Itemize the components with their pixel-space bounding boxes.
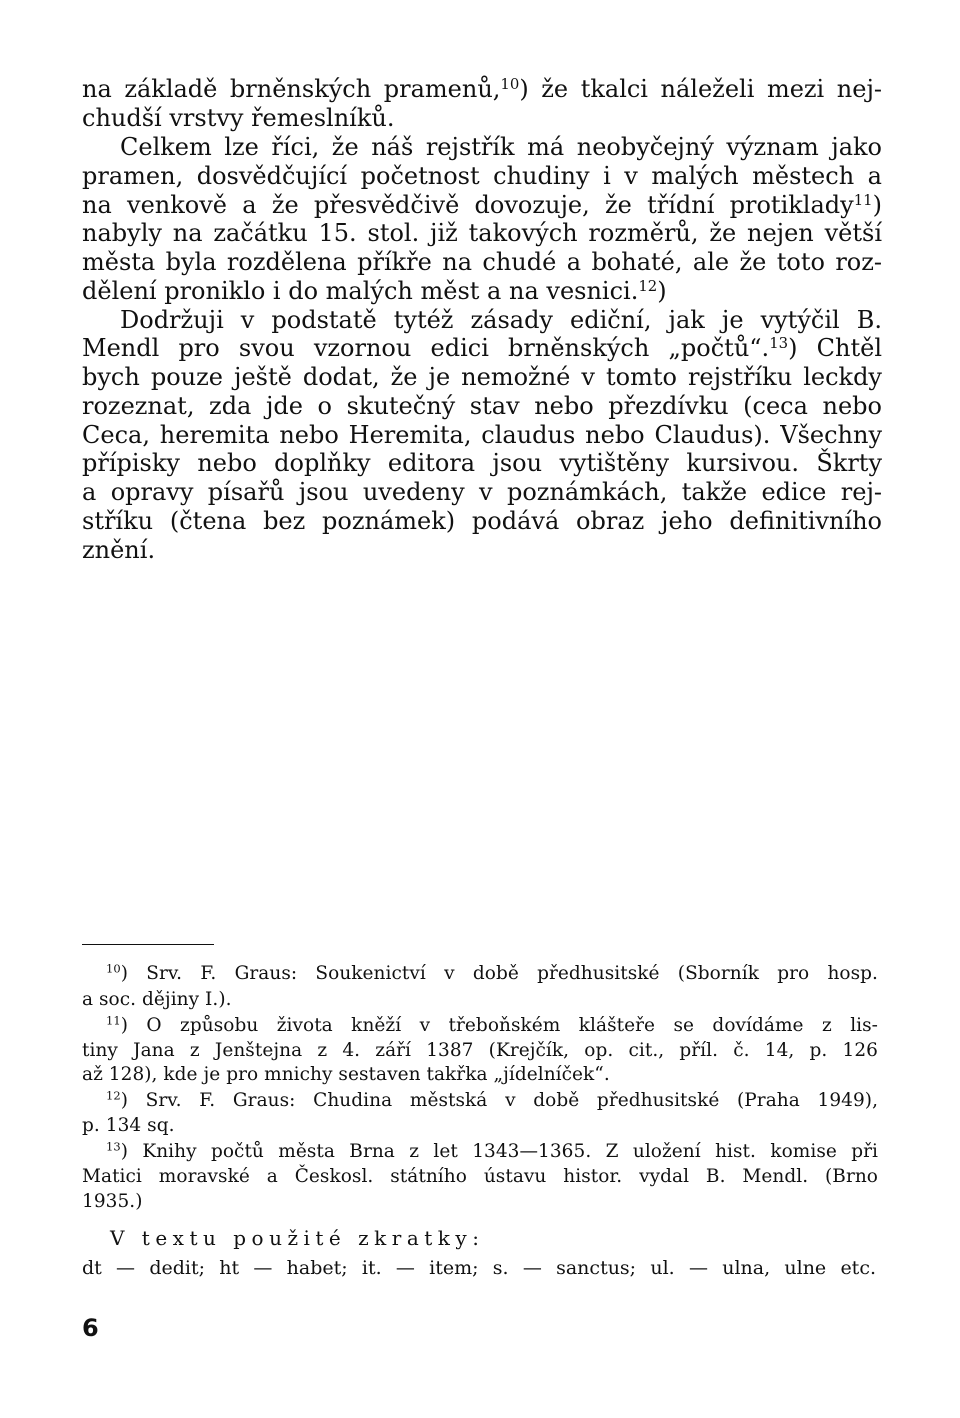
body-line: na základě brněnských pramenů,$^{10}$) že tkalci náleželi mezi nej-	[82, 74, 882, 103]
footnote-line: 1935.)	[82, 1191, 143, 1212]
body-line: Celkem lze říci, že náš rejstřík má neobyčejný význam jako	[120, 133, 882, 161]
page-number: 6	[82, 1314, 99, 1342]
body-line: přípisky nebo doplňky editora jsou vytištěny kursivou. Škrty	[82, 449, 882, 477]
body-line: na venkově a že přesvědčivě dovozuje, že třídní protiklady$^{11}$)	[82, 190, 882, 219]
body-line: města byla rozdělena příkře na chudé a bohaté, ale že toto roz-	[82, 248, 882, 276]
abbreviations-heading: V textu použité zkratky:	[110, 1226, 485, 1250]
footnote-number: 12	[106, 1088, 121, 1103]
footnote-ref: 11	[853, 190, 873, 209]
footnote-line: $^{12}$) Srv. F. Graus: Chudina městská v době předhusitské (Praha 1949),	[106, 1088, 878, 1111]
footnote-line: až 128), kde je pro mnichy sestaven takřka „jídelníček“.	[82, 1064, 610, 1085]
body-line: bych pouze ještě dodat, že je nemožné v tomto rejstříku leckdy	[82, 363, 882, 391]
footnote-number: 13	[106, 1139, 121, 1154]
footnote-divider	[82, 944, 214, 945]
footnote-ref: 10	[500, 74, 520, 93]
footnote-line: a soc. dějiny I.).	[82, 989, 232, 1010]
body-line: Mendl pro svou vzornou edici brněnských „počtů“.$^{13}$) Chtěl	[82, 333, 883, 362]
footnote-line: p. 134 sq.	[82, 1115, 175, 1136]
footnote-line: $^{11}$) O způsobu života kněží v třeboňském klášteře se dovídáme z lis-	[106, 1013, 878, 1036]
footnote-number: 10	[106, 961, 121, 976]
body-line: dělení proniklo i do malých měst a na vesnici.$^{12}$)	[82, 276, 667, 305]
footnote-number: 11	[106, 1013, 121, 1028]
body-line: stříku (čtena bez poznámek) podává obraz jeho definitivního	[82, 507, 882, 535]
abbreviations-list: dt — dedit; ht — habet; it. — item; s. — sanctus; ul. — ulna, ulne etc.	[82, 1257, 876, 1279]
footnote-line: Matici moravské a Českosl. státního ústavu histor. vydal B. Mendl. (Brno	[82, 1166, 878, 1187]
body-line: nabyly na začátku 15. stol. již takových rozměrů, že nejen větší	[82, 219, 882, 247]
body-line: a opravy písařů jsou uvedeny v poznámkách, takže edice rej-	[82, 478, 882, 506]
body-line: Ceca, heremita nebo Heremita, claudus nebo Claudus). Všechny	[82, 421, 882, 449]
body-line: rozeznat, zda jde o skutečný stav nebo přezdívku (ceca nebo	[82, 392, 882, 420]
body-line: znění.	[82, 536, 156, 564]
body-line: pramen, dosvědčující početnost chudiny i v malých městech a	[82, 162, 882, 190]
footnote-ref: 12	[638, 276, 658, 295]
body-line: Dodržuji v podstatě tytéž zásady ediční, jak je vytýčil B.	[120, 306, 882, 334]
body-line: chudší vrstvy řemeslníků.	[82, 104, 395, 132]
footnote-line: $^{10}$) Srv. F. Graus: Soukenictví v době předhusitské (Sborník pro hosp.	[106, 961, 878, 984]
footnote-line: $^{13}$) Knihy počtů města Brna z let 1343—1365. Z uložení hist. komise při	[106, 1139, 878, 1162]
footnote-ref: 13	[769, 333, 789, 352]
footnote-line: tiny Jana z Jenštejna z 4. září 1387 (Krejčík, op. cit., příl. č. 14, p. 126	[82, 1040, 878, 1061]
